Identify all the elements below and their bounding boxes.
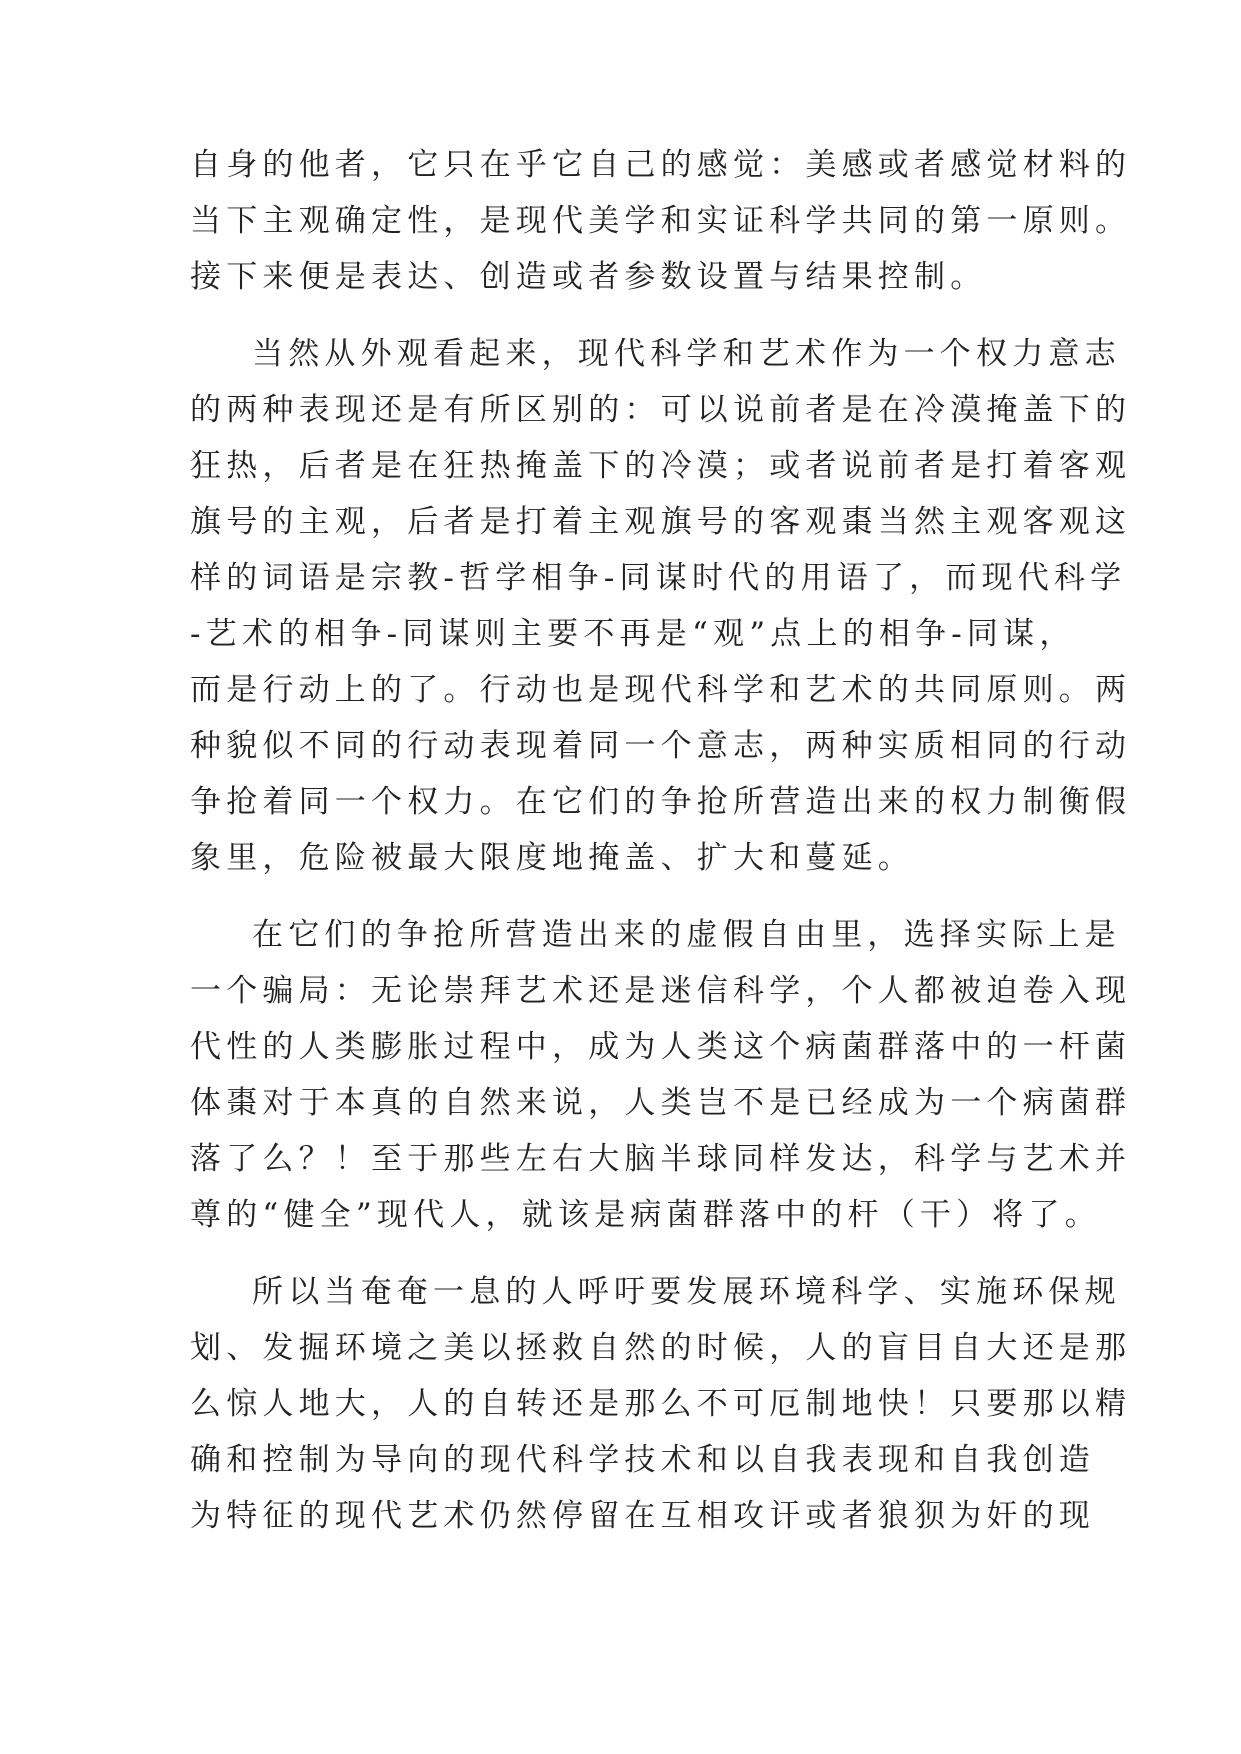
- text-line-8: 样的词语是宗教-哲学相争-同谋时代的用语了，而现代科学: [190, 560, 1127, 596]
- text-line-2: 当下主观确定性，是现代美学和实证科学共同的第一原则。: [190, 203, 1132, 239]
- paragraph-start-line-4: 当然从外观看起来，现代科学和艺术作为一个权力意志: [252, 336, 1121, 372]
- text-line-23: 确和控制为导向的现代科学技术和以自我表现和自我创造: [190, 1442, 1095, 1478]
- text-line-19: 尊的“健全”现代人，就该是病菌群落中的杆（干）将了。: [190, 1197, 1101, 1233]
- text-line-3: 接下来便是表达、创造或者参数设置与结果控制。: [190, 259, 987, 295]
- text-line-24: 为特征的现代艺术仍然停留在互相攻讦或者狼狈为奸的现: [190, 1498, 1095, 1534]
- text-line-15: 一个骗局：无论崇拜艺术还是迷信科学，个人都被迫卷入现: [190, 973, 1132, 1009]
- text-line-11: 种貌似不同的行动表现着同一个意志，两种实质相同的行动: [190, 728, 1132, 764]
- text-line-21: 划、发掘环境之美以拯救自然的时候，人的盲目自大还是那: [190, 1330, 1132, 1366]
- paragraph-start-line-14: 在它们的争抢所营造出来的虚假自由里，选择实际上是: [252, 917, 1121, 953]
- text-line-18: 落了么？！至于那些左右大脑半球同样发达，科学与艺术并: [190, 1141, 1132, 1177]
- text-line-6: 狂热，后者是在狂热掩盖下的冷漠；或者说前者是打着客观: [190, 448, 1132, 484]
- text-line-10: 而是行动上的了。行动也是现代科学和艺术的共同原则。两: [190, 672, 1132, 708]
- text-line-5: 的两种表现还是有所区别的：可以说前者是在冷漠掩盖下的: [190, 392, 1132, 428]
- text-line-1: 自身的他者，它只在乎它自己的感觉：美感或者感觉材料的: [190, 147, 1132, 183]
- text-line-22: 么惊人地大，人的自转还是那么不可厄制地快！只要那以精: [190, 1386, 1132, 1422]
- text-line-9: -艺术的相争-同谋则主要不再是“观”点上的相争-同谋，: [190, 616, 1076, 652]
- text-line-12: 争抢着同一个权力。在它们的争抢所营造出来的权力制衡假: [190, 784, 1132, 820]
- text-line-16: 代性的人类膨胀过程中，成为人类这个病菌群落中的一杆菌: [190, 1029, 1132, 1065]
- text-line-17: 体棗对于本真的自然来说，人类岂不是已经成为一个病菌群: [190, 1085, 1132, 1121]
- paragraph-start-line-20: 所以当奄奄一息的人呼吁要发展环境科学、实施环保规: [252, 1274, 1121, 1310]
- text-line-13: 象里，危险被最大限度地掩盖、扩大和蔓延。: [190, 840, 914, 876]
- text-line-7: 旗号的主观，后者是打着主观旗号的客观棗当然主观客观这: [190, 504, 1132, 540]
